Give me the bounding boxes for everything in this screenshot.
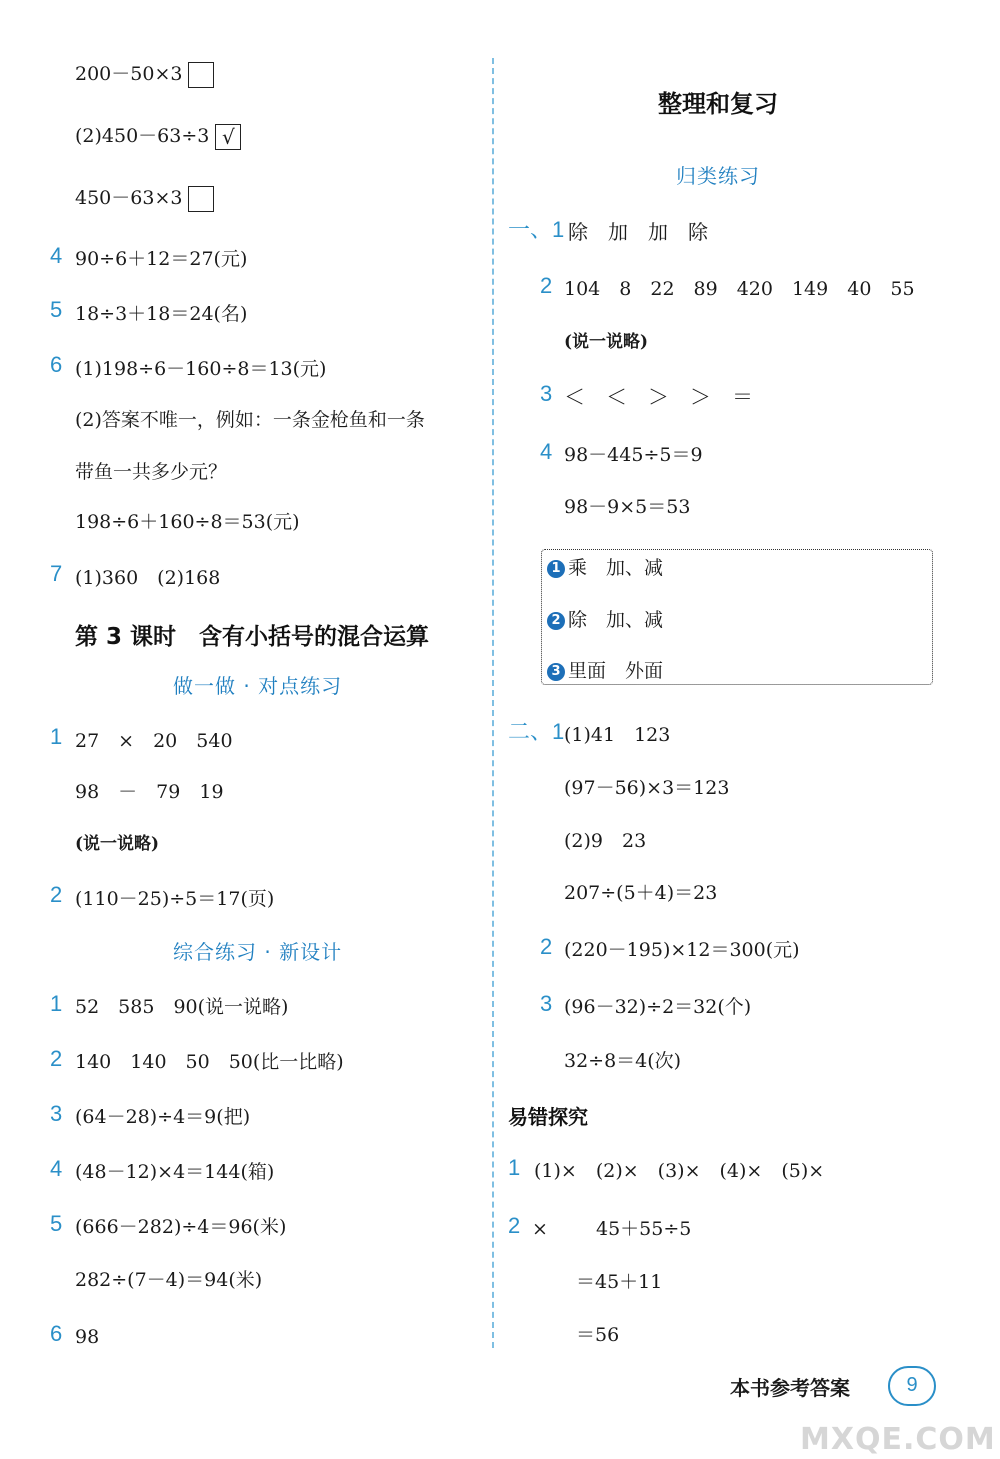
section-subtitle: 做一做 · 对点练习 [173,674,343,698]
question-number: 7 [50,561,63,586]
answer-line: 52 585 90(说一说略) [75,996,289,1018]
answer-line: 27 × 20 540 [75,730,233,752]
question-number: 6 [50,352,63,377]
page-number: 9 [888,1366,936,1406]
answer-box [188,186,214,212]
answer-line: 除 加 加 除 [568,220,708,244]
summary-item: 2 除 加、减 [547,608,663,632]
answer-line: (666－282)÷4＝96(米) [75,1216,287,1238]
watermark-text: MXQE.COM [800,1422,996,1457]
question-number: 5 [50,1211,63,1236]
answer-line: (1)× (2)× (3)× (4)× (5)× [534,1160,825,1182]
answer-line: 282÷(7－4)＝94(米) [75,1269,263,1291]
answer-line: 207÷(5＋4)＝23 [564,882,718,904]
answer-line: ＜ ＜ ＞ ＞ ＝ [564,385,753,409]
answer-line: (220－195)×12＝300(元) [564,939,800,961]
answer-box [188,62,214,88]
question-number: 3 [540,381,553,406]
answer-line: × [532,1218,548,1240]
answer-note: (说一说略) [564,332,649,352]
answer-line: (1)198÷6－160÷8＝13(元) [75,358,327,380]
answer-line: 32÷8＝4(次) [564,1050,682,1072]
question-number: 4 [50,1156,63,1181]
lesson-title: 第 3 课时 含有小括号的混合运算 [75,624,430,650]
number-badge-icon: 3 [547,663,565,681]
question-number: 3 [50,1101,63,1126]
answer-line: 98 [75,1326,100,1348]
question-number: 2 [540,934,553,959]
question-number: 1 [50,724,63,749]
answer-line: 18÷3＋18＝24(名) [75,303,248,325]
section-subtitle: 综合练习 · 新设计 [173,940,343,964]
page-title: 整理和复习 [658,90,778,118]
number-badge-icon: 1 [547,560,565,578]
section-subtitle: 归类练习 [676,164,760,188]
answer-line: 98－9×5＝53 [564,496,691,518]
answer-line: (110－25)÷5＝17(页) [75,888,275,910]
answer-line: (2)答案不唯一，例如：一条金枪鱼和一条 [75,409,425,431]
answer-line: (48－12)×4＝144(箱) [75,1161,275,1183]
check-box: √ [215,124,241,150]
question-number: 4 [50,243,63,268]
answer-line: 198÷6＋160÷8＝53(元) [75,511,300,533]
answer-line: 450－63×3 [75,186,214,212]
answer-line: 45＋55÷5 [596,1218,692,1240]
answer-line: 98－445÷5＝9 [564,444,703,466]
question-number: 2 [540,273,553,298]
answer-line: 104 8 22 89 420 149 40 55 [564,278,915,300]
column-divider [492,58,494,1348]
answer-line: 200－50×3 [75,62,214,88]
question-number: 4 [540,439,553,464]
question-number: 二、1 [508,719,565,744]
answer-line: (96－32)÷2＝32(个) [564,996,752,1018]
summary-item: 1 乘 加、减 [547,556,663,580]
answer-line: (64－28)÷4＝9(把) [75,1106,251,1128]
answer-line: 90÷6＋12＝27(元) [75,248,248,270]
question-number: 一、1 [508,217,565,242]
question-number: 3 [540,991,553,1016]
answer-line: (2)9 23 [564,830,647,852]
answer-line: (2)450－63÷3 √ [75,124,241,150]
number-badge-icon: 2 [547,612,565,630]
question-number: 1 [50,991,63,1016]
question-number: 2 [50,1046,63,1071]
answer-line: 带鱼一共多少元？ [75,461,228,483]
answer-line: 98 － 79 19 [75,781,224,803]
answer-line: (1)41 123 [564,724,671,746]
question-number: 2 [508,1213,521,1238]
answer-line: (1)360 (2)168 [75,567,221,589]
answer-note: (说一说略) [75,834,160,854]
question-number: 1 [508,1155,521,1180]
question-number: 6 [50,1321,63,1346]
answer-line: 140 140 50 50(比一比略) [75,1051,344,1073]
answer-line: ＝45＋11 [576,1271,663,1293]
answer-line: ＝56 [576,1324,620,1346]
section-heading: 易错探究 [508,1105,588,1129]
footer-label: 本书参考答案 [730,1376,850,1400]
answer-line: (97－56)×3＝123 [564,777,730,799]
summary-item: 3 里面 外面 [547,659,663,683]
question-number: 2 [50,882,63,907]
question-number: 5 [50,297,63,322]
